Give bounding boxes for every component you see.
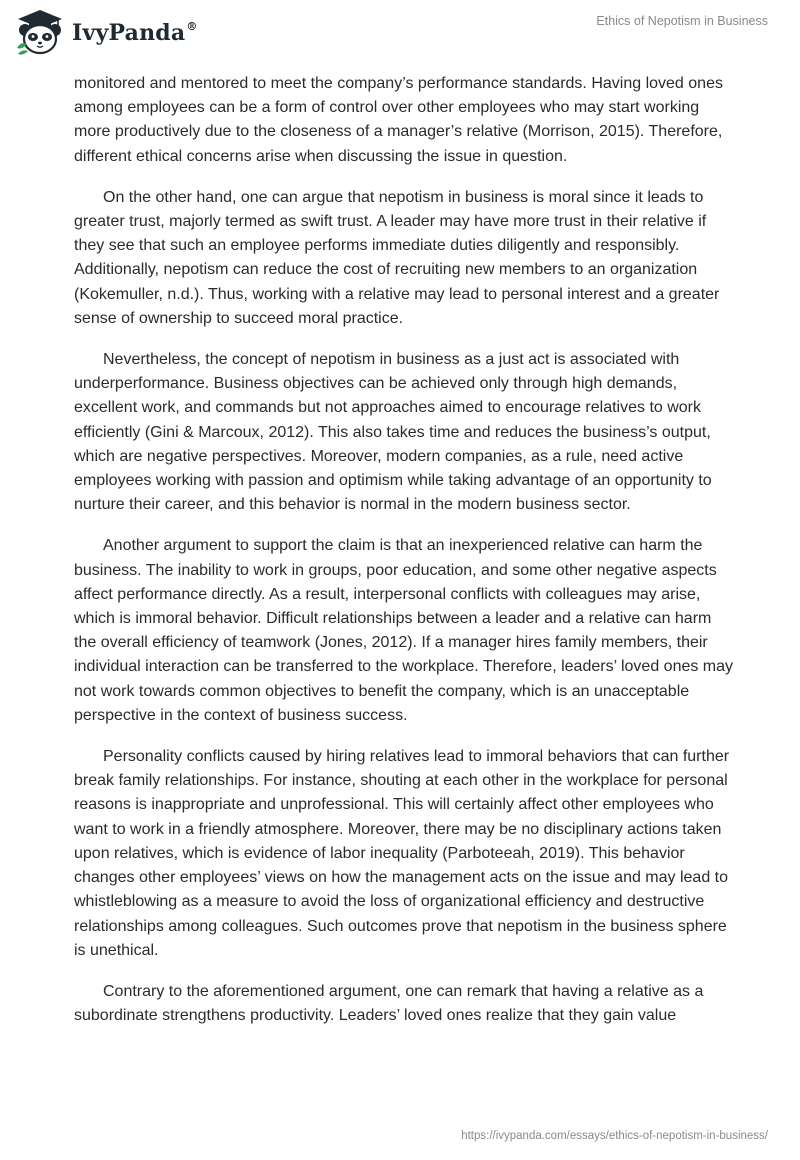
page-header xyxy=(0,0,800,64)
paragraph: On the other hand, one can argue that nepotism in business is moral since it leads to greater trust, majorly termed as swift trust. A leader may have more trust in their relative if they see that such an employee performs immediate duties diligently and responsibly. Additionally, nepotism can reduce the cost of recruiting new members to an organization (Kokemuller, n.d.). Thus, working with a relative may lead to personal interest and a greater sense of ownership to succeed moral practice. xyxy=(74,188,720,327)
document-title: Ethics of Nepotism in Business xyxy=(596,14,768,28)
brand-name: IvyPanda® xyxy=(72,19,198,46)
registered-mark: ® xyxy=(186,19,198,33)
paragraph: Another argument to support the claim is that an inexperienced relative can harm the business. The inability to work in groups, poor education, and some other negative aspects affect performance directly. As a result, interpersonal conflicts with colleagues may arise, which is immoral behavior. Difficult relationships between a leader and a relative can harm the overall efficiency of teamwork (Jones, 2012). If a manager hires family members, their individual interaction can be transferred to the workplace. Therefore, leaders’ loved ones may not work towards common objectives to benefit the company, which is an unacceptable perspective in the context of business success. xyxy=(74,537,734,724)
source-url[interactable]: https://ivypanda.com/essays/ethics-of-nepotism-in-business/ xyxy=(461,1130,768,1142)
ivypanda-logo[interactable] xyxy=(14,8,198,56)
paragraph: Contrary to the aforementioned argument, one can remark that having a relative as a subordinate strengthens productivity. Leaders’ loved ones realize that they gain value xyxy=(74,982,704,1025)
panda-graduate-icon xyxy=(14,8,66,56)
paragraph: monitored and mentored to meet the company’s performance standards. Having loved ones among employees can be a form of control over other employees who may start working more productively due to the closeness of a manager’s relative (Morrison, 2015). Therefore, different ethical concerns arise when discussing the issue in question. xyxy=(74,75,723,165)
essay-body xyxy=(74,72,734,1045)
paragraph: Personality conflicts caused by hiring relatives lead to immoral behaviors that can further break family relationships. For instance, shouting at each other in the workplace for personal reasons is inappropriate and unprofessional. This will certainly affect other employees who want to work in a friendly atmosphere. Moreover, there may be no disciplinary actions taken upon relatives, which is evidence of labor inequality (Parboteeah, 2019). This behavior changes other employees’ views on how the management acts on the issue and may lead to whistleblowing as a measure to avoid the loss of organizational efficiency and destructive relationships among colleagues. Such outcomes prove that nepotism in the business sphere is unethical. xyxy=(74,748,730,959)
paragraph: Nevertheless, the concept of nepotism in business as a just act is associated with underperformance. Business objectives can be achieved only through high demands, excellent work, and commands but not approaches aimed to encourage relatives to work efficiently (Gini & Marcoux, 2012). This also takes time and reduces the business’s output, which are negative perspectives. Moreover, modern companies, as a rule, need active employees working with passion and optimism while taking advantage of an opportunity to nurture their career, and this behavior is normal in the modern business sector. xyxy=(74,351,712,514)
